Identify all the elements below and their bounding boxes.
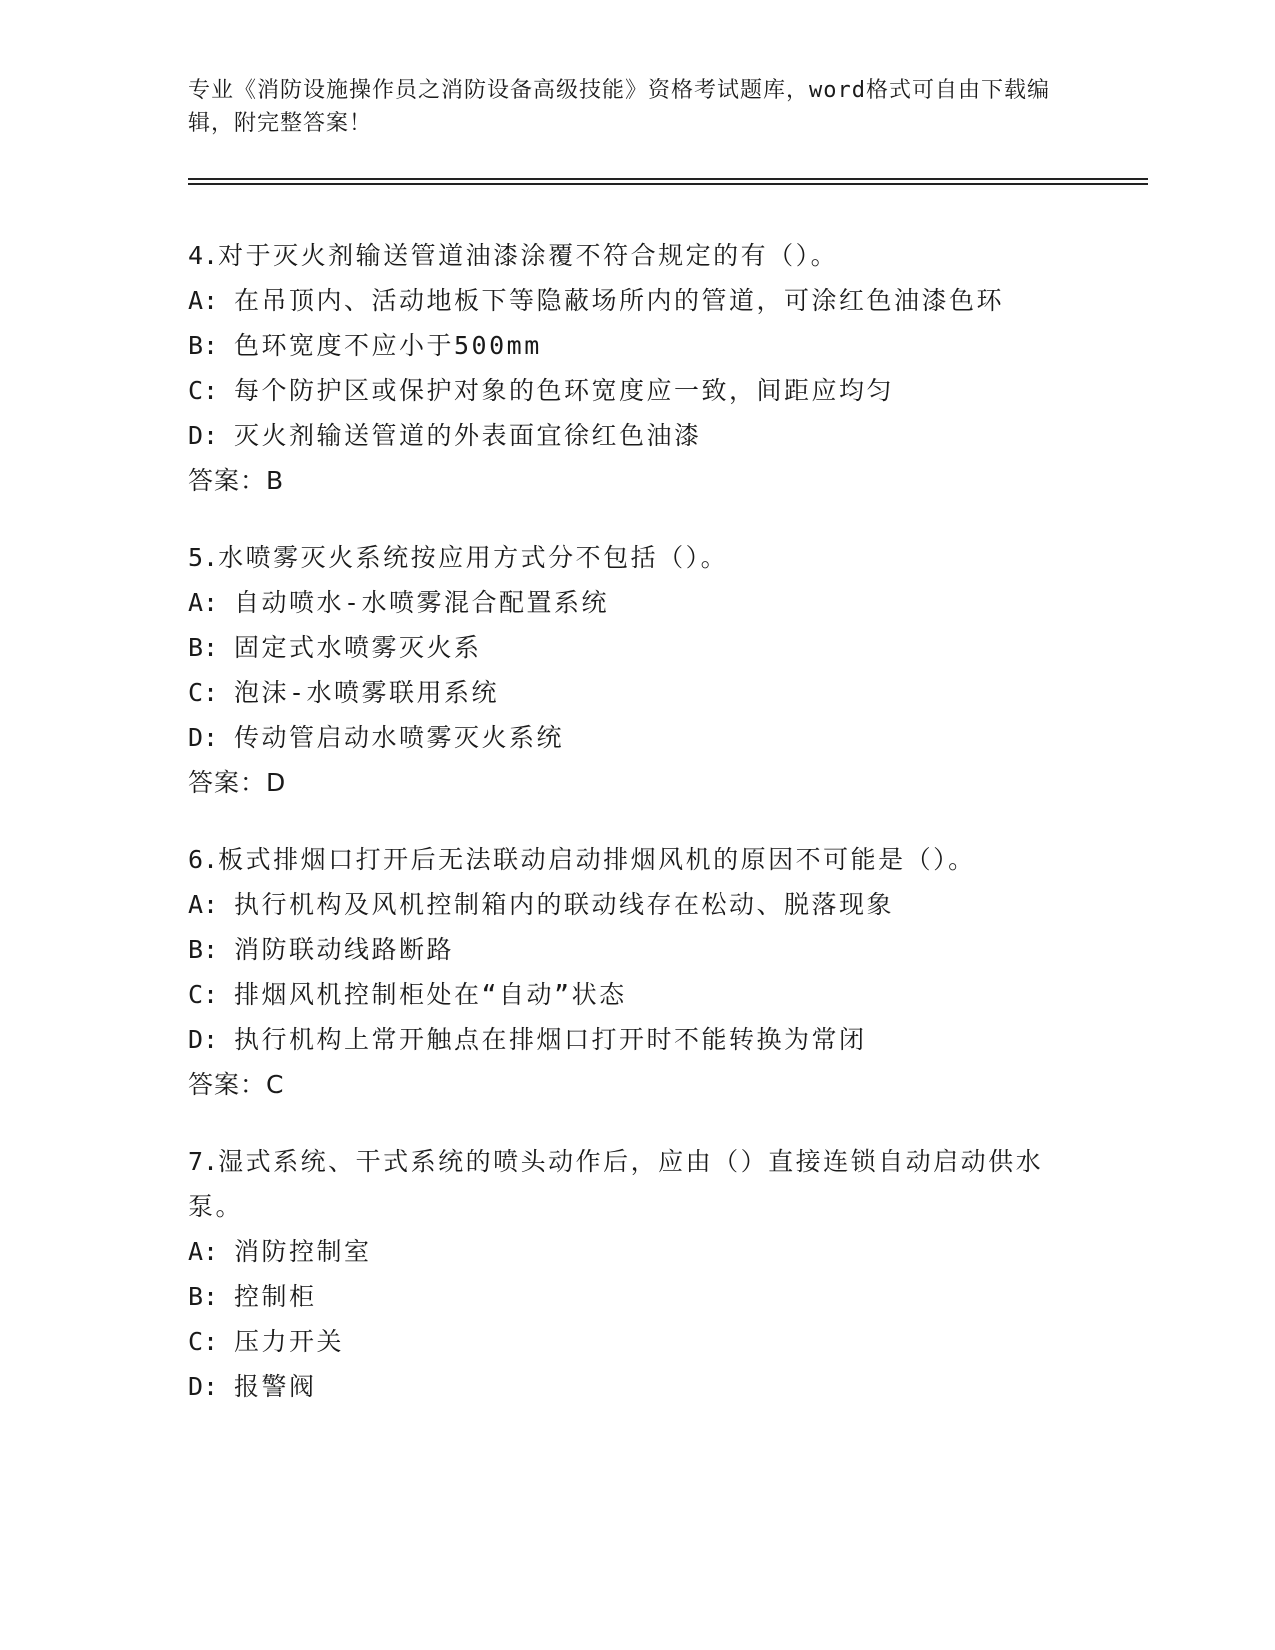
option-letter: B: [188, 633, 219, 662]
option-letter: A: [188, 588, 219, 617]
option-a [188, 1229, 1088, 1274]
option-letter: C: [188, 1327, 219, 1356]
document-header: 专业《消防设施操作员之消防设备高级技能》资格考试题库，word格式可自由下载编辑，附完整答案！ [188, 78, 1050, 136]
question-text: 湿式系统、干式系统的喷头动作后，应由（）直接连锁自动启动供水泵。 [188, 1147, 1044, 1221]
question-number: 6. [188, 845, 219, 874]
option-c [188, 972, 1088, 1017]
option-text: 每个防护区或保护对象的色环宽度应一致，间距应均匀 [234, 376, 895, 405]
option-letter: D: [188, 723, 219, 752]
option-b [188, 323, 1088, 368]
answer-line: 答案：D [188, 768, 287, 797]
option-a [188, 278, 1088, 323]
question-7 [188, 1139, 1088, 1409]
option-letter: B: [188, 331, 219, 360]
header-divider-top [188, 178, 1148, 180]
option-text: 消防控制室 [234, 1237, 372, 1266]
question-stem [188, 1139, 1088, 1229]
option-text: 传动管启动水喷雾灭火系统 [234, 723, 565, 752]
option-text: 排烟风机控制柜处在“自动”状态 [234, 980, 627, 1009]
header-divider-bottom [188, 183, 1148, 185]
option-b [188, 1274, 1088, 1319]
question-number: 5. [188, 543, 219, 572]
answer-line: 答案：C [188, 1070, 285, 1099]
option-c [188, 1319, 1088, 1364]
option-b [188, 927, 1088, 972]
option-text: 在吊顶内、活动地板下等隐蔽场所内的管道，可涂红色油漆色环 [234, 286, 1005, 315]
option-a [188, 882, 1088, 927]
option-text: 压力开关 [234, 1327, 345, 1356]
option-letter: A: [188, 890, 219, 919]
option-d [188, 1364, 1088, 1409]
option-text: 自动喷水-水喷雾混合配置系统 [234, 588, 610, 617]
question-text: 水喷雾灭火系统按应用方式分不包括（）。 [218, 543, 729, 572]
option-text: 控制柜 [234, 1282, 317, 1311]
question-number: 4. [188, 241, 219, 270]
question-stem [188, 837, 1088, 882]
option-text: 色环宽度不应小于500mm [234, 331, 542, 360]
question-stem [188, 535, 1088, 580]
option-letter: D: [188, 1372, 219, 1401]
question-stem [188, 233, 1088, 278]
option-d [188, 1017, 1088, 1062]
option-letter: C: [188, 376, 219, 405]
option-c [188, 670, 1088, 715]
question-text: 对于灭火剂输送管道油漆涂覆不符合规定的有（）。 [218, 241, 839, 270]
option-d [188, 413, 1088, 458]
option-letter: C: [188, 980, 219, 1009]
question-list [188, 233, 1088, 1441]
option-letter: B: [188, 935, 219, 964]
option-text: 执行机构及风机控制箱内的联动线存在松动、脱落现象 [234, 890, 895, 919]
option-letter: C: [188, 678, 219, 707]
option-letter: D: [188, 1025, 219, 1054]
option-text: 泡沫-水喷雾联用系统 [234, 678, 500, 707]
answer-line: 答案：B [188, 466, 285, 495]
option-text: 执行机构上常开触点在排烟口打开时不能转换为常闭 [234, 1025, 867, 1054]
question-number: 7. [188, 1147, 219, 1176]
option-letter: D: [188, 421, 219, 450]
option-text: 消防联动线路断路 [234, 935, 455, 964]
question-text: 板式排烟口打开后无法联动启动排烟风机的原因不可能是（）。 [218, 845, 976, 874]
option-d [188, 715, 1088, 760]
option-a [188, 580, 1088, 625]
option-letter: B: [188, 1282, 219, 1311]
question-4 [188, 233, 1088, 503]
option-letter: A: [188, 1237, 219, 1266]
option-text: 固定式水喷雾灭火系 [234, 633, 482, 662]
option-c [188, 368, 1088, 413]
option-text: 报警阀 [234, 1372, 317, 1401]
option-b [188, 625, 1088, 670]
option-text: 灭火剂输送管道的外表面宜徐红色油漆 [234, 421, 702, 450]
option-letter: A: [188, 286, 219, 315]
question-6 [188, 837, 1088, 1107]
question-5 [188, 535, 1088, 805]
